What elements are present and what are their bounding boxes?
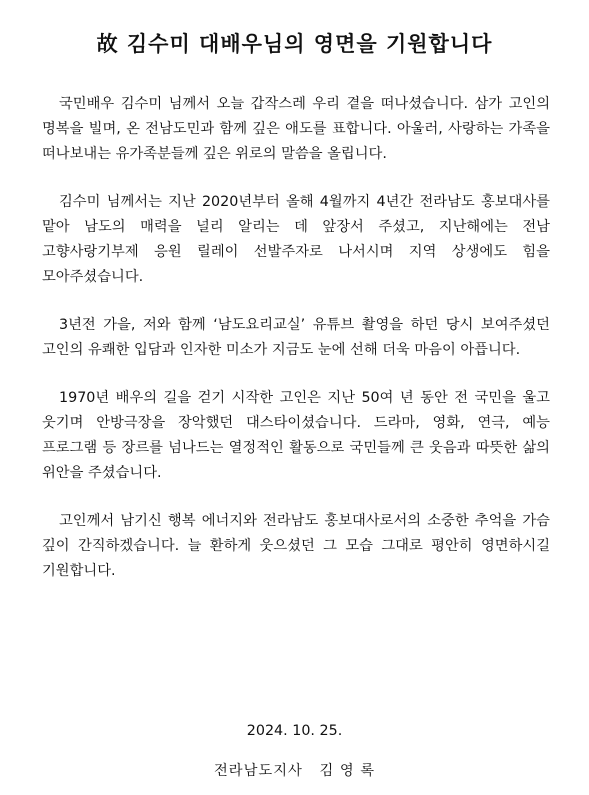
paragraph-3: 3년전 가을, 저와 함께 ‘남도요리교실’ 유튜브 촬영을 하던 당시 보여주셨던 고인의 유쾌한 입담과 인자한 미소가 지금도 눈에 선해 더욱 마음이 아픕니다. [42,317,550,358]
paragraph-5: 고인께서 남기신 행복 에너지와 전라남도 홍보대사로서의 소중한 추억을 가슴 깊이 간직하겠습니다. 늘 환하게 웃으셨던 그 모습 그대로 평안히 영면하시길 기원합니다. [42,513,550,579]
page-title: 故 김수미 대배우님의 영면을 기원합니다 [96,31,493,56]
letter-body [42,92,550,607]
letter-date: 2024. 10. 25. [246,723,343,739]
paragraph-4: 1970년 배우의 길을 걷기 시작한 고인은 지난 50여 년 동안 전 국민을 울고 웃기며 안방극장을 장악했던 대스타이셨습니다. 드라마, 영화, 연극, 예능 프로그램 등 장르를 넘나드는 열정적인 활동으로 국민들께 큰 웃음과 따뜻한 삶의 위안을 주셨습니다. [42,390,550,481]
paragraph-1: 국민배우 김수미 님께서 오늘 갑작스레 우리 곁을 떠나셨습니다. 삼가 고인의 명복을 빌며, 온 전남도민과 함께 깊은 애도를 표합니다. 아울러, 사랑하는 가족을 떠나보내는 유가족분들께 깊은 위로의 말씀을 올립니다. [42,96,550,162]
signature: 전라남도지사 김 영 록 [213,763,376,779]
paragraph-2: 김수미 님께서는 지난 2020년부터 올해 4월까지 4년간 전라남도 홍보대사를 맡아 남도의 매력을 널리 알리는 데 앞장서 주셨고, 지난해에는 전남 고향사랑기부제 응원 릴레이 선발주자로 나서시며 지역 상생에도 힘을 모아주셨습니다. [42,194,550,285]
